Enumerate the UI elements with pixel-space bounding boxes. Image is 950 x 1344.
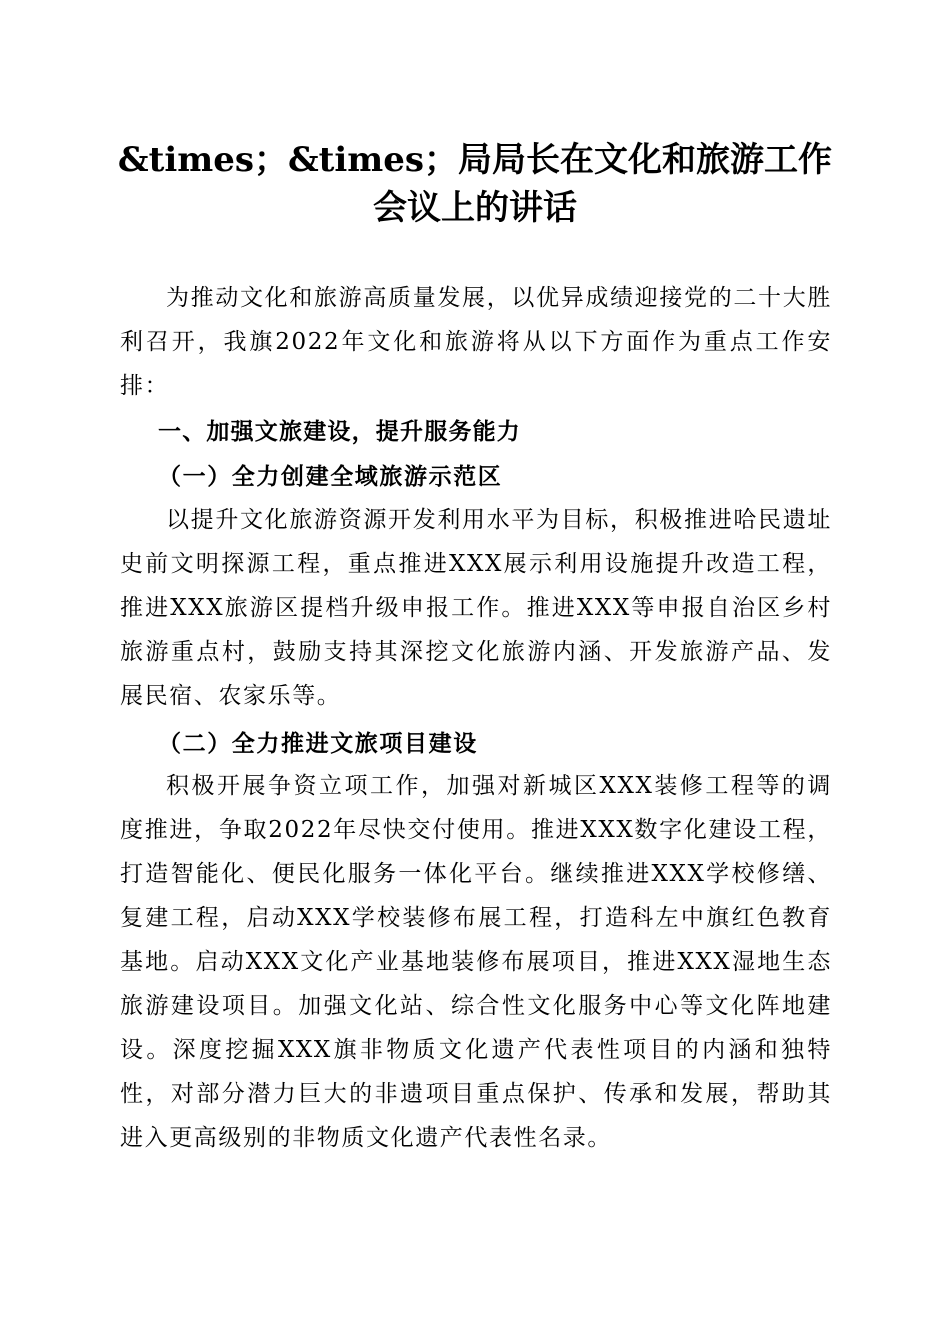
intro-paragraph: 为推动文化和旅游高质量发展，以优异成绩迎接党的二十大胜利召开，我旗2022年文化和旅游将从以下方面作为重点工作安排： [120, 285, 832, 399]
document-title-line-1: &times；&times；局局长在文化和旅游工作 [117, 140, 833, 180]
subsection-2-paragraph: 积极开展争资立项工作，加强对新城区XXX装修工程等的调度推进，争取2022年尽快交付使用。推进XXX数字化建设工程，打造智能化、便民化服务一体化平台。继续推进XXX学校修缮、复建工程，启动XXX学校装修布展工程，打造科左中旗红色教育基地。启动XXX文化产业基地装修布展项目，推进XXX湿地生态旅游建设项目。加强文化站、综合性文化服务中心等文化阵地建设。深度挖掘XXX旗非物质文化遗产代表性项目的内涵和独特性，对部分潜力巨大的非遗项目重点保护、传承和发展，帮助其进入更高级别的非物质文化遗产代表性名录。 [120, 773, 832, 1151]
subsection-1-paragraph: 以提升文化旅游资源开发利用水平为目标，积极推进哈民遗址史前文明探源工程，重点推进XXX展示利用设施提升改造工程，推进XXX旅游区提档升级申报工作。推进XXX等申报自治区乡村旅游重点村，鼓励支持其深挖文化旅游内涵、开发旅游产品、发展民宿、农家乐等。 [120, 507, 832, 709]
section-1-heading: 一、加强文旅建设，提升服务能力 [158, 419, 521, 445]
subsection-1-heading: （一）全力创建全域旅游示范区 [158, 463, 503, 490]
subsection-2-heading: （二）全力推进文旅项目建设 [158, 730, 478, 757]
document-title-line-2: 会议上的讲话 [373, 188, 577, 228]
